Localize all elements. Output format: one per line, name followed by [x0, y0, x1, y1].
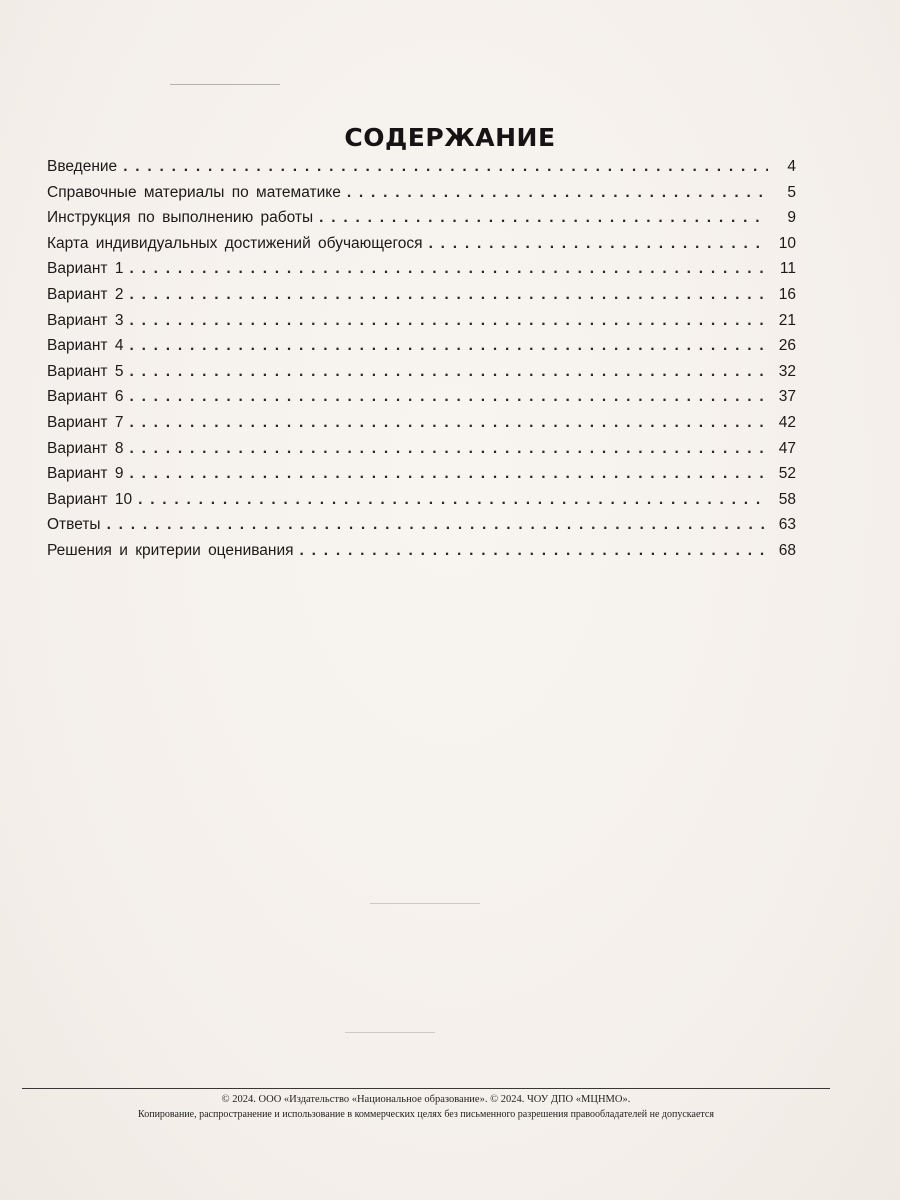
toc-entry[interactable] [47, 465, 796, 491]
toc-entry[interactable] [47, 491, 796, 517]
toc-entry-label: Вариант 8 [47, 439, 124, 457]
toc-entry-label: Вариант 10 [47, 490, 133, 508]
toc-entry-label: Вариант 6 [47, 388, 124, 406]
toc-leader-dots [129, 440, 768, 458]
toc-entry-page: 68 [778, 541, 796, 559]
bleed-rule [345, 1032, 435, 1033]
toc-leader-dots [429, 235, 768, 253]
toc-entry-label: Вариант 1 [47, 260, 124, 278]
toc-entry-label: Вариант 9 [47, 465, 124, 483]
toc-entry-page: 11 [779, 260, 796, 278]
toc-entry-page: 47 [778, 439, 796, 457]
toc-entry-page: 26 [778, 337, 796, 355]
toc-entry[interactable] [47, 337, 796, 363]
toc-entry[interactable] [47, 414, 796, 440]
toc-leader-dots [129, 260, 768, 278]
toc-entry-page: 52 [778, 465, 796, 483]
toc-leader-dots [129, 337, 768, 355]
toc-entry[interactable] [47, 286, 796, 312]
toc-entry[interactable] [47, 260, 796, 286]
toc-entry[interactable] [47, 209, 796, 235]
toc-entry[interactable] [47, 440, 796, 466]
toc-entry-page: 16 [778, 285, 796, 303]
toc-entry-label: Ответы [47, 516, 101, 534]
toc-leader-dots [319, 209, 768, 227]
toc-leader-dots [138, 491, 768, 509]
toc-entry-label: Вариант 5 [47, 362, 124, 380]
bleed-rule [370, 903, 480, 904]
toc-entry[interactable] [47, 158, 796, 184]
toc-leader-dots [129, 414, 768, 432]
toc-entry-label: Справочные материалы по математике [47, 183, 341, 201]
toc-entry[interactable] [47, 363, 796, 389]
toc-entry-page: 4 [787, 158, 796, 175]
page-title: СОДЕРЖАНИЕ [344, 122, 556, 152]
toc-entry-page: 9 [787, 209, 796, 227]
toc-entry[interactable] [47, 235, 796, 261]
toc-entry[interactable] [47, 388, 796, 414]
toc-entry-label: Карта индивидуальных достижений обучающегося [47, 234, 423, 252]
toc-entry[interactable] [47, 312, 796, 338]
footer-notice: Копирование, распространение и использование в коммерческих целях без письменного разрешения правообладателей не допускается [138, 1109, 714, 1120]
toc-entry-page: 37 [778, 388, 796, 406]
toc-entry-label: Вариант 7 [47, 413, 124, 431]
toc-entry-page: 10 [778, 234, 796, 252]
toc-leader-dots [107, 516, 768, 534]
toc-leader-dots [129, 388, 768, 406]
toc-entry-label: Вариант 4 [47, 337, 124, 355]
toc-leader-dots [129, 312, 768, 330]
toc-leader-dots [347, 184, 768, 202]
toc-entry-label: Решения и критерии оценивания [47, 541, 294, 559]
table-of-contents [47, 158, 796, 568]
toc-entry[interactable] [47, 542, 796, 568]
toc-entry-label: Введение [47, 158, 118, 175]
toc-entry-label: Вариант 3 [47, 311, 124, 329]
toc-leader-dots [300, 542, 768, 560]
toc-leader-dots [129, 465, 768, 483]
footer-copyright: © 2024. ООО «Издательство «Национальное образование». © 2024. ЧОУ ДПО «МЦНМО». [221, 1094, 631, 1105]
toc-entry-page: 32 [778, 362, 796, 380]
toc-entry-page: 58 [778, 490, 796, 508]
toc-entry-page: 42 [778, 413, 796, 431]
top-rule [170, 84, 280, 85]
toc-leader-dots [123, 158, 768, 176]
toc-entry-label: Инструкция по выполнению работы [47, 209, 314, 227]
toc-entry[interactable] [47, 516, 796, 542]
toc-entry-page: 63 [778, 516, 796, 534]
toc-entry-page: 21 [778, 311, 796, 329]
toc-entry-label: Вариант 2 [47, 285, 124, 303]
toc-leader-dots [129, 286, 768, 304]
toc-leader-dots [129, 363, 768, 381]
footer-rule [22, 1088, 830, 1089]
toc-entry[interactable] [47, 184, 796, 210]
toc-entry-page: 5 [787, 183, 796, 201]
